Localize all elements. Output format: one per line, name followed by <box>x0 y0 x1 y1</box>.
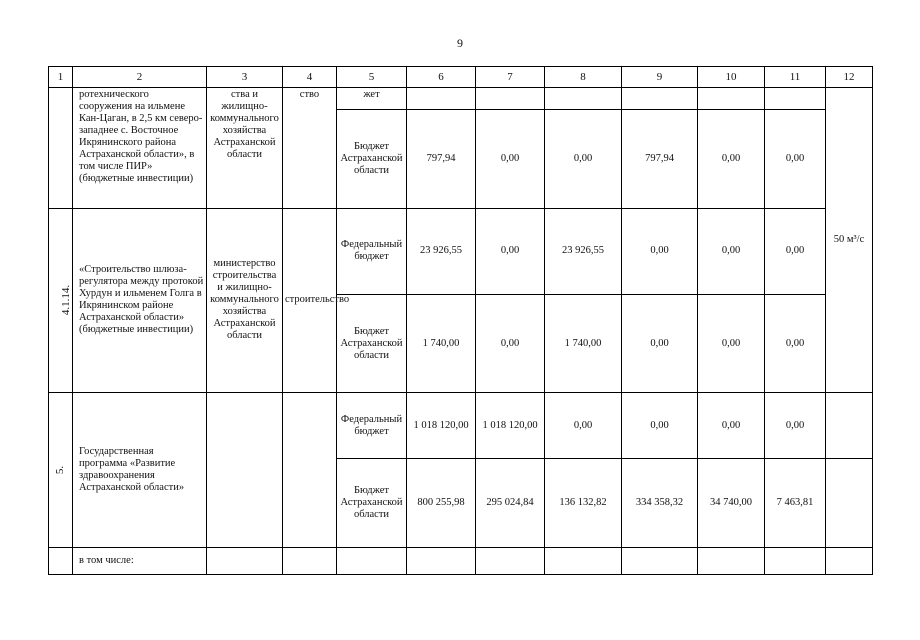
funding-source: Бюджет Астраханской области <box>337 459 407 547</box>
value-cell: 0,00 <box>622 393 698 459</box>
value-cell: 0,00 <box>765 110 826 208</box>
column-number: 4 <box>283 67 337 88</box>
table-row <box>49 88 873 110</box>
item-number: 5. <box>54 465 67 474</box>
value-cell <box>407 88 476 110</box>
capacity-cell: 50 м³/с <box>826 88 873 393</box>
funding-source: Федеральный бюджет <box>337 393 407 459</box>
empty-cell <box>407 547 476 574</box>
empty-cell <box>476 547 545 574</box>
value-cell: 7 463,81 <box>765 459 826 547</box>
item-name: ротехнического сооружения на ильмене Кан-Цаган, в 2,5 км северо-западнее с. Восточное Икрянинского района Астраханской области», в том числе ПИР» (бюджетные инвестиции) <box>73 88 207 208</box>
value-cell: 797,94 <box>407 110 476 208</box>
value-cell: 0,00 <box>765 393 826 459</box>
item-name: «Строительство шлюза-регулятора между протокой Хурдун и ильменем Голга в Икрянинском районе Астраханской области» (бюджетные инвестиции) <box>73 208 207 393</box>
column-number: 10 <box>698 67 765 88</box>
item-number-cell <box>49 393 73 548</box>
value-cell: 1 018 120,00 <box>476 393 545 459</box>
empty-cell <box>826 459 873 547</box>
value-cell: 797,94 <box>622 110 698 208</box>
value-cell: 0,00 <box>765 294 826 392</box>
table-row <box>49 547 873 574</box>
value-cell: 800 255,98 <box>407 459 476 547</box>
value-cell: 0,00 <box>765 208 826 294</box>
item-name: Государственная программа «Развитие здравоохранения Астраханской области» <box>73 393 207 548</box>
value-cell: 295 024,84 <box>476 459 545 547</box>
item-number-cell <box>49 208 73 393</box>
value-cell: 23 926,55 <box>407 208 476 294</box>
empty-cell <box>207 547 283 574</box>
table-row <box>49 393 873 459</box>
value-cell: 0,00 <box>698 208 765 294</box>
value-cell: 0,00 <box>476 110 545 208</box>
column-number: 11 <box>765 67 826 88</box>
budget-table <box>48 66 873 575</box>
item-executor: министерство строительства и жилищно-коммунального хозяйства Астраханской области <box>207 208 283 393</box>
value-cell: 1 018 120,00 <box>407 393 476 459</box>
funding-source: жет <box>337 88 407 110</box>
value-cell: 136 132,82 <box>545 459 622 547</box>
column-number: 6 <box>407 67 476 88</box>
empty-cell <box>698 547 765 574</box>
value-cell <box>765 88 826 110</box>
item-type: строительство <box>283 208 337 393</box>
page-number: 9 <box>457 36 463 50</box>
value-cell: 0,00 <box>476 294 545 392</box>
item-type <box>283 393 337 548</box>
value-cell: 0,00 <box>622 208 698 294</box>
funding-source: Федеральный бюджет <box>337 208 407 294</box>
empty-cell <box>826 393 873 459</box>
value-cell: 1 740,00 <box>407 294 476 392</box>
value-cell: 0,00 <box>476 208 545 294</box>
value-cell: 0,00 <box>545 110 622 208</box>
column-number-row <box>49 67 873 88</box>
column-number: 5 <box>337 67 407 88</box>
column-number: 12 <box>826 67 873 88</box>
item-number-cell <box>49 88 73 208</box>
empty-cell <box>49 547 73 574</box>
value-cell <box>622 88 698 110</box>
item-type: ство <box>283 88 337 208</box>
final-row-label: в том числе: <box>73 547 207 574</box>
value-cell: 0,00 <box>698 294 765 392</box>
item-executor <box>207 393 283 548</box>
column-number: 9 <box>622 67 698 88</box>
funding-source: Бюджет Астраханской области <box>337 110 407 208</box>
value-cell: 0,00 <box>545 393 622 459</box>
value-cell: 0,00 <box>698 393 765 459</box>
table-row <box>49 208 873 294</box>
value-cell <box>476 88 545 110</box>
value-cell <box>698 88 765 110</box>
empty-cell <box>765 547 826 574</box>
value-cell: 1 740,00 <box>545 294 622 392</box>
value-cell <box>545 88 622 110</box>
column-number: 8 <box>545 67 622 88</box>
item-number: 4.1.14. <box>60 284 73 315</box>
value-cell: 0,00 <box>622 294 698 392</box>
funding-source: Бюджет Астраханской области <box>337 294 407 392</box>
empty-cell <box>337 547 407 574</box>
empty-cell <box>545 547 622 574</box>
value-cell: 34 740,00 <box>698 459 765 547</box>
column-number: 7 <box>476 67 545 88</box>
value-cell: 334 358,32 <box>622 459 698 547</box>
column-number: 2 <box>73 67 207 88</box>
empty-cell <box>283 547 337 574</box>
empty-cell <box>826 547 873 574</box>
empty-cell <box>622 547 698 574</box>
column-number: 3 <box>207 67 283 88</box>
item-executor: ства и жилищно-коммунального хозяйства Астраханской области <box>207 88 283 208</box>
value-cell: 23 926,55 <box>545 208 622 294</box>
value-cell: 0,00 <box>698 110 765 208</box>
column-number: 1 <box>49 67 73 88</box>
